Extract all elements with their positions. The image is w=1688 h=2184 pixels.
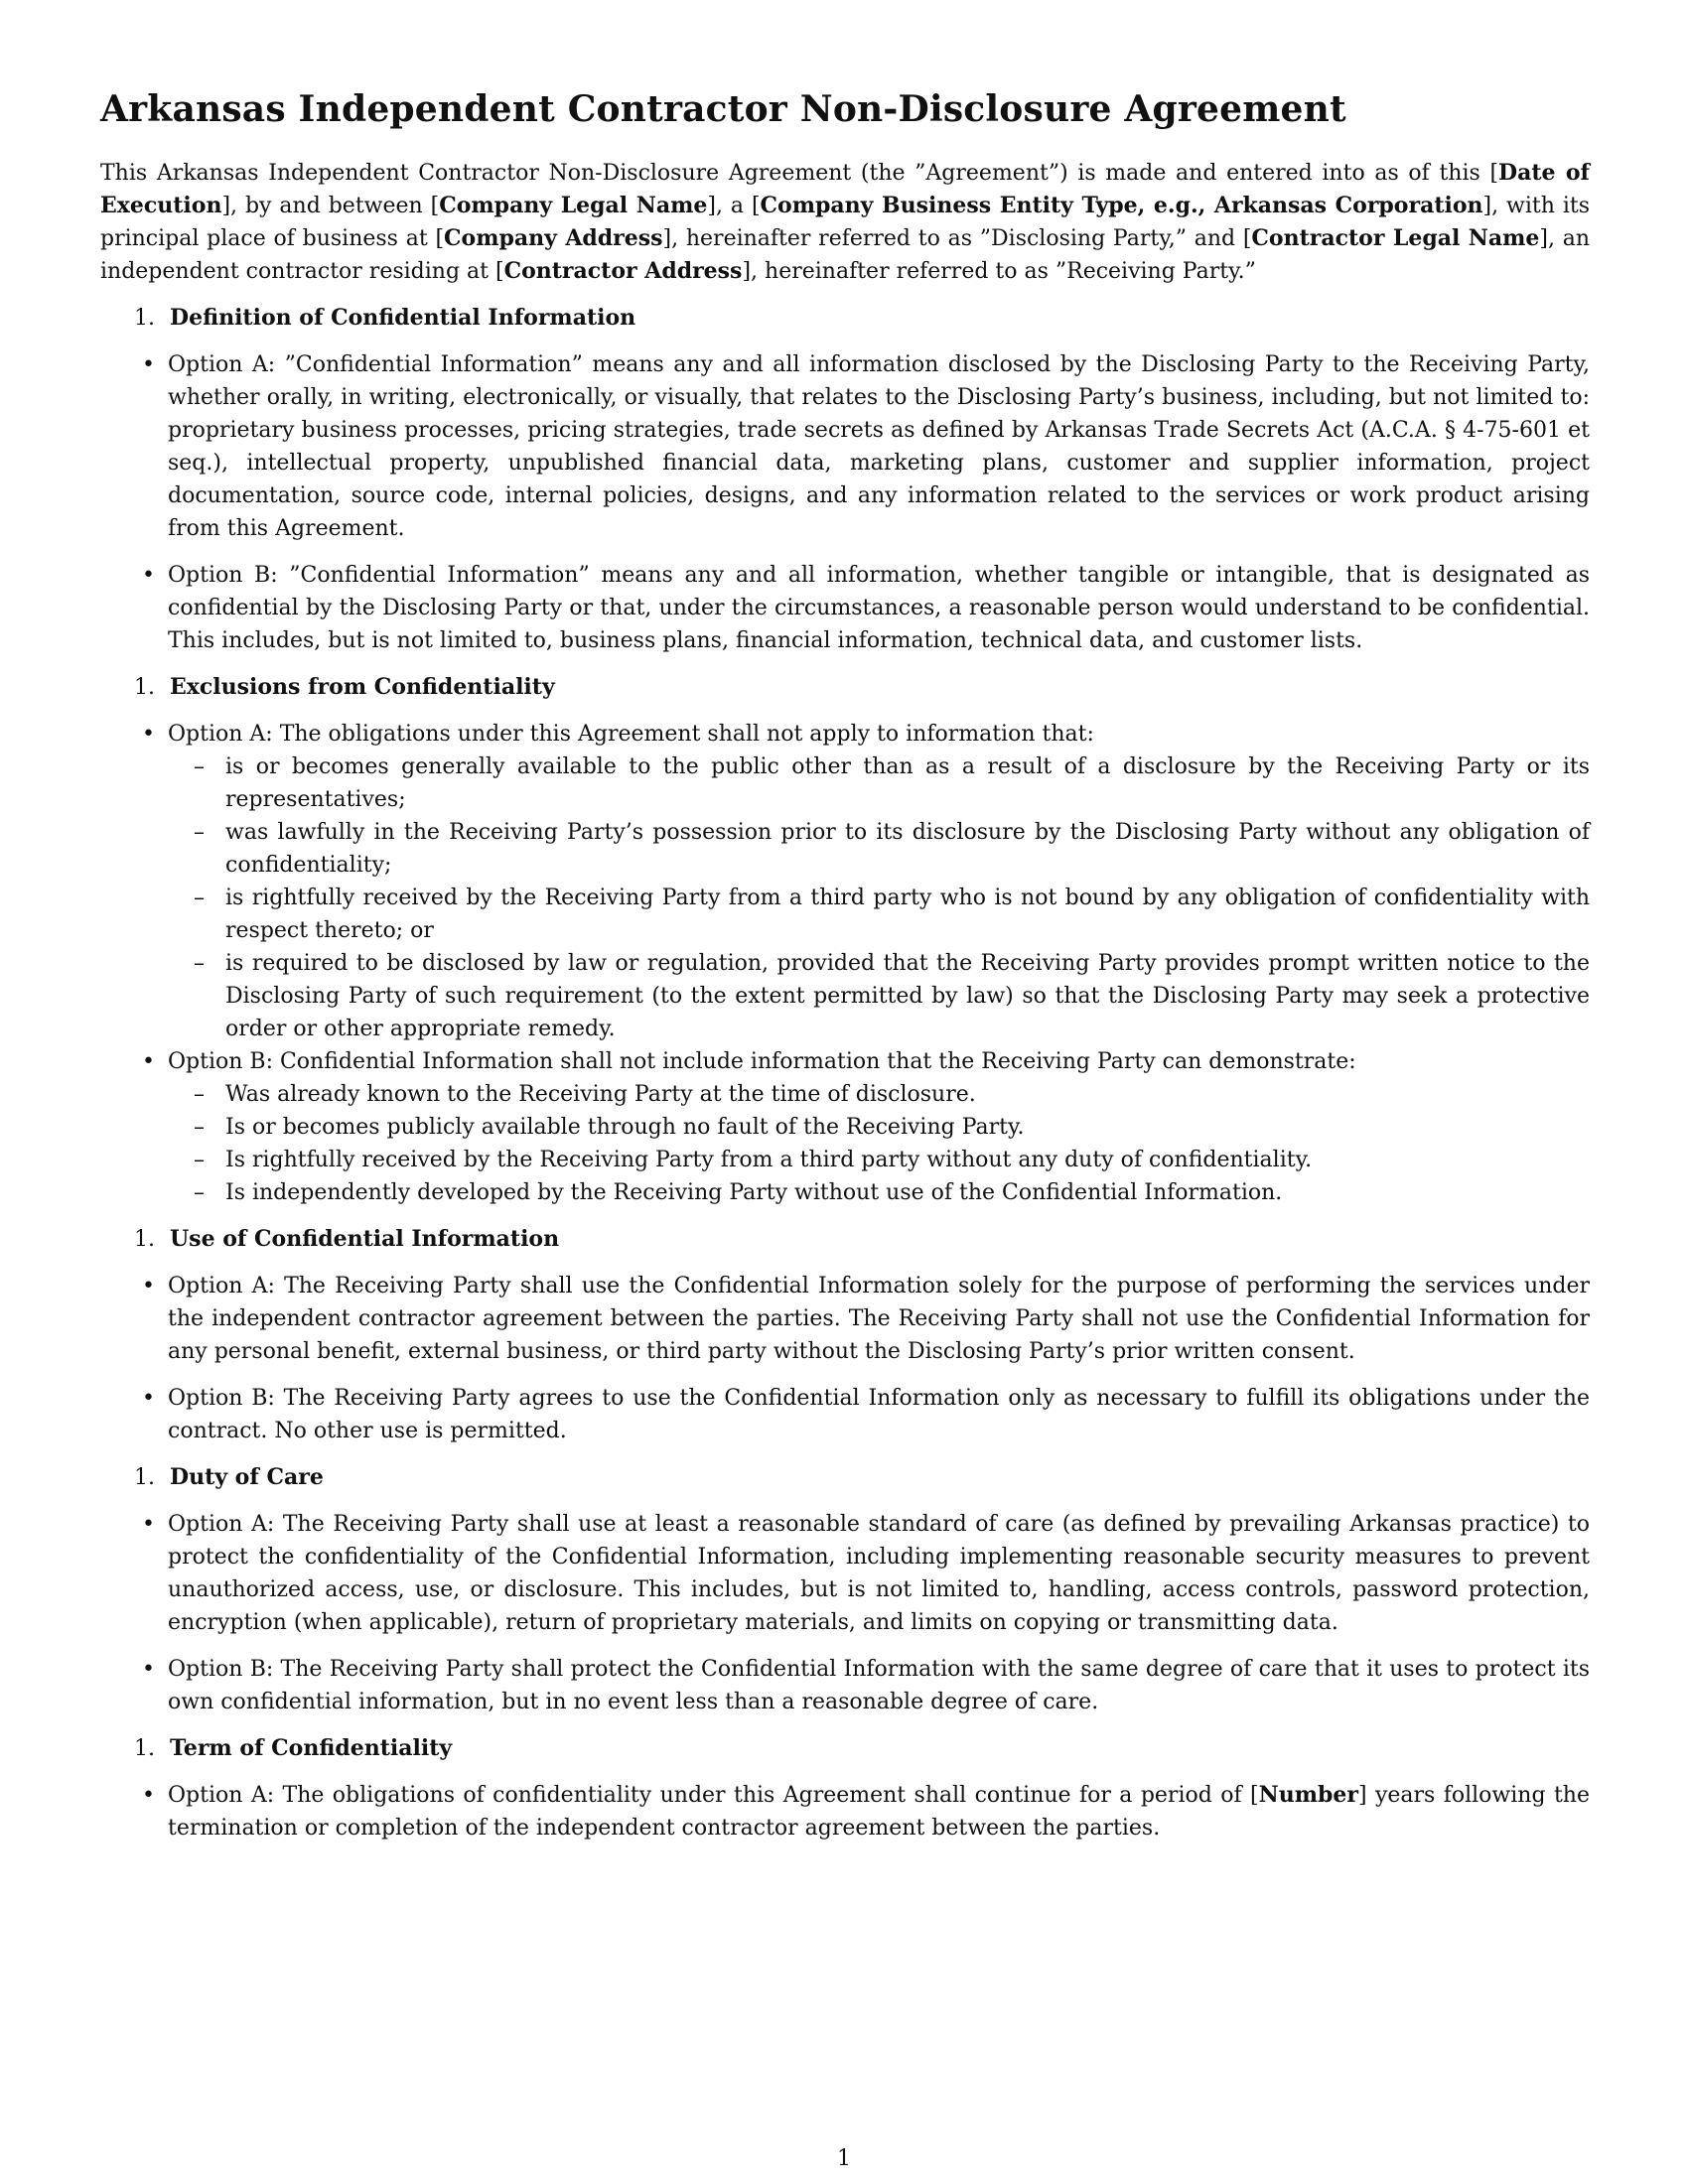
section-heading (100, 1732, 1590, 1765)
section-title: Definition of Confidential Information (170, 305, 636, 331)
placeholder-company-entity-type: Company Business Entity Type, e.g., Arkansas Corporation (760, 193, 1483, 218)
intro-text: ], hereinafter referred to as ”Disclosing Party,” and [ (662, 226, 1252, 251)
placeholder-company-legal-name: Company Legal Name (439, 193, 708, 218)
option-text: ] years following the termination or completion of the independent contractor agreement between the parties. (168, 1783, 1590, 1841)
option-item: • Option B: The Receiving Party agrees to use the Confidential Information only as necessary to fulfill its obligations under the contract. No other use is permitted. (100, 1382, 1590, 1447)
option-list (100, 1779, 1590, 1844)
option-text: Option A: The obligations of confidentiality under this Agreement shall continue for a period of [ (168, 1783, 1259, 1808)
document-page (100, 85, 1590, 1858)
intro-text: ], a [ (707, 194, 761, 218)
placeholder-contractor-legal-name: Contractor Legal Name (1251, 225, 1540, 251)
page-number: 1 (837, 2146, 851, 2171)
intro-text: ], hereinafter referred to as ”Receiving Party.” (742, 259, 1256, 284)
option-item (100, 1779, 1590, 1844)
section-number: 1. (134, 1227, 155, 1252)
sub-item: – is or becomes generally available to the public other than as a result of a disclosure by the Receiving Party or its representatives; (164, 751, 1590, 816)
sub-list (168, 751, 1590, 1045)
option-item (100, 1045, 1590, 1209)
option-list (100, 718, 1590, 1209)
option-item: • Option B: ”Confidential Information” means any and all information, whether tangible or intangible, that is designated as confidential by the Disclosing Party or that, under the circumstances, a reasonable person would understand to be confidential. This includes, but is not limited to, business plans, financial information, technical data, and customer lists. (100, 559, 1590, 657)
intro-paragraph (100, 157, 1590, 288)
section-heading (100, 671, 1590, 704)
option-list (100, 1508, 1590, 1718)
section-heading (100, 1461, 1590, 1494)
option-list (100, 1270, 1590, 1447)
section-heading (100, 302, 1590, 335)
section-heading (100, 1223, 1590, 1256)
option-item: • Option A: The Receiving Party shall use at least a reasonable standard of care (as defined by prevailing Arkansas practice) to protect the confidentiality of the Confidential Information, including implementing reasonable security measures to prevent unauthorized access, use, or disclosure. This includes, but is not limited to, handling, access controls, password protection, encryption (when applicable), return of proprietary materials, and limits on copying or transmitting data. (100, 1508, 1590, 1639)
section-number: 1. (134, 1465, 155, 1490)
sub-item: – Is independently developed by the Receiving Party without use of the Confidential Information. (164, 1176, 1590, 1209)
option-item: • Option A: The Receiving Party shall use the Confidential Information solely for the purpose of performing the services under the independent contractor agreement between the parties. The Receiving Party shall not use the Confidential Information for any personal benefit, external business, or third party without the Disclosing Party’s prior written consent. (100, 1270, 1590, 1368)
option-text: Option A: The obligations under this Agreement shall not apply to information that: (168, 722, 1094, 747)
sub-item: – is required to be disclosed by law or regulation, provided that the Receiving Party provides prompt written notice to the Disclosing Party of such requirement (to the extent permitted by law) so that the Disclosing Party may seek a protective order or other appropriate remedy. (164, 947, 1590, 1045)
placeholder-company-address: Company Address (444, 225, 663, 251)
intro-text: ], with its principal place of business at [ (100, 194, 1590, 251)
section-title: Term of Confidentiality (170, 1735, 453, 1761)
sub-item: – Is or becomes publicly available through no fault of the Receiving Party. (164, 1111, 1590, 1144)
section-title: Duty of Care (170, 1464, 324, 1490)
section-title: Exclusions from Confidentiality (170, 674, 555, 700)
option-list (100, 348, 1590, 657)
placeholder-date-of-execution: Date of Execution (100, 160, 1590, 218)
sub-item: – was lawfully in the Receiving Party’s possession prior to its disclosure by the Disclosing Party without any obligation of confidentiality; (164, 816, 1590, 882)
sub-list (168, 1078, 1590, 1209)
option-item: • Option B: The Receiving Party shall protect the Confidential Information with the same degree of care that it uses to protect its own confidential information, but in no event less than a reasonable degree of care. (100, 1653, 1590, 1718)
sub-item: – Was already known to the Receiving Party at the time of disclosure. (164, 1078, 1590, 1111)
intro-text: This Arkansas Independent Contractor Non-Disclosure Agreement (the ”Agreement”) is made and entered into as of this [ (100, 161, 1499, 186)
section-number: 1. (134, 1736, 155, 1761)
sub-item: – Is rightfully received by the Receiving Party from a third party without any duty of confidentiality. (164, 1144, 1590, 1176)
document-title: Arkansas Independent Contractor Non-Disclosure Agreement (100, 88, 1346, 130)
placeholder-contractor-address: Contractor Address (503, 258, 743, 284)
section-number: 1. (134, 306, 155, 331)
intro-text: ], an independent contractor residing at [ (100, 226, 1590, 284)
intro-text: ], by and between [ (221, 194, 440, 218)
option-text: Option B: Confidential Information shall not include information that the Receiving Party can demonstrate: (168, 1049, 1356, 1074)
section-number: 1. (134, 675, 155, 700)
placeholder-number: Number (1258, 1782, 1358, 1808)
section-title: Use of Confidential Information (170, 1226, 560, 1252)
sub-item: – is rightfully received by the Receiving Party from a third party who is not bound by any obligation of confidentiality with respect thereto; or (164, 882, 1590, 947)
option-item: • Option A: ”Confidential Information” means any and all information disclosed by the Disclosing Party to the Receiving Party, whether orally, in writing, electronically, or visually, that relates to the Disclosing Party’s business, including, but not limited to: proprietary business processes, pricing strategies, trade secrets as defined by Arkansas Trade Secrets Act (A.C.A. § 4-75-601 et seq.), intellectual property, unpublished financial data, marketing plans, customer and supplier information, project documentation, source code, internal policies, designs, and any information related to the services or work product arising from this Agreement. (100, 348, 1590, 545)
option-item (100, 718, 1590, 1045)
